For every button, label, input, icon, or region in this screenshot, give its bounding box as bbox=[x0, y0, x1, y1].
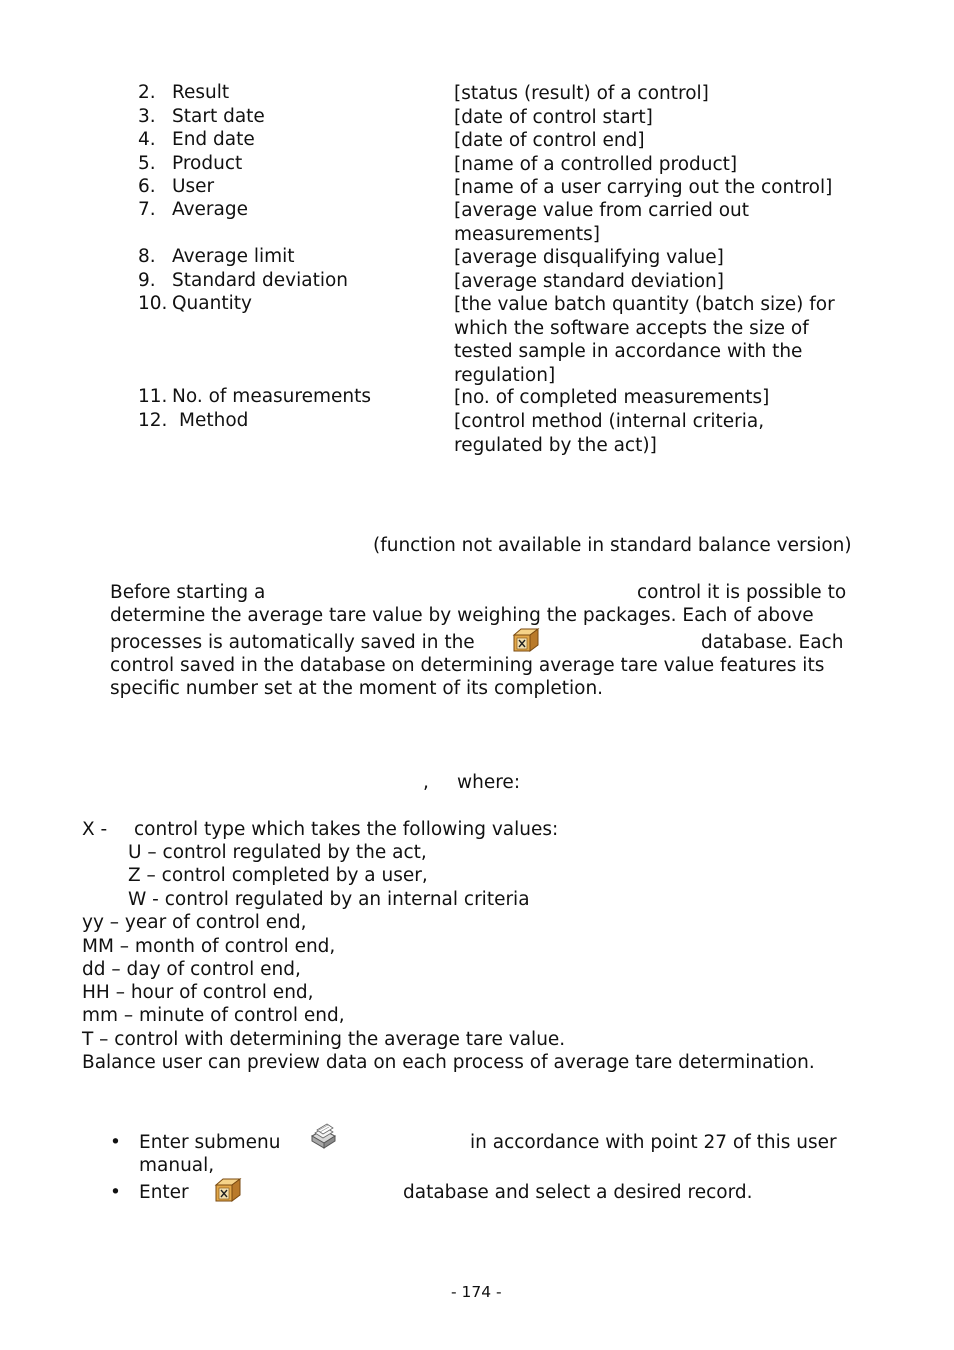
field-number: 5. bbox=[138, 153, 156, 174]
intro-text: Before starting a bbox=[110, 582, 266, 603]
legend-text: MM – month of control end, bbox=[82, 936, 336, 957]
field-description: [name of a controlled product] bbox=[454, 154, 738, 175]
field-description: [average value from carried out measurements] bbox=[454, 200, 750, 245]
tare-database-box-icon bbox=[214, 1177, 240, 1201]
step-text: Enter bbox=[139, 1182, 189, 1203]
intro-text: database. Each bbox=[701, 632, 844, 653]
field-label: Start date bbox=[172, 106, 265, 127]
legend-text: yy – year of control end, bbox=[82, 912, 307, 933]
step-text: database and select a desired record. bbox=[403, 1182, 753, 1203]
field-label: Average limit bbox=[172, 246, 295, 267]
format-comma: , bbox=[423, 772, 429, 793]
field-description: [average disqualifying value] bbox=[454, 247, 724, 268]
bullet-icon: • bbox=[110, 1132, 121, 1153]
field-label: No. of measurements bbox=[172, 386, 372, 407]
field-description: [control method (internal criteria, regulated by the act)] bbox=[454, 411, 765, 456]
field-description: [date of control end] bbox=[454, 130, 645, 151]
field-label: Product bbox=[172, 153, 243, 174]
field-label: Average bbox=[172, 199, 248, 220]
availability-note: (function not available in standard balance version) bbox=[373, 535, 852, 556]
legend-text: Z – control completed by a user, bbox=[128, 865, 428, 886]
field-description: [the value batch quantity (batch size) for which the software accepts the size of tested sample in accordance with the regulation] bbox=[454, 294, 835, 386]
field-number: 6. bbox=[138, 176, 156, 197]
intro-text: specific number set at the moment of its completion. bbox=[110, 678, 604, 699]
field-number: 11. bbox=[138, 386, 168, 407]
field-number: 3. bbox=[138, 106, 156, 127]
legend-key: X - bbox=[82, 819, 108, 840]
legend-text: mm – minute of control end, bbox=[82, 1005, 345, 1026]
intro-text: control it is possible to bbox=[637, 582, 847, 603]
step-text: manual, bbox=[139, 1155, 215, 1176]
legend-text: dd – day of control end, bbox=[82, 959, 301, 980]
legend-text: HH – hour of control end, bbox=[82, 982, 314, 1003]
tare-database-box-icon bbox=[512, 627, 538, 651]
field-label: User bbox=[172, 176, 215, 197]
legend-text: Balance user can preview data on each process of average tare determination. bbox=[82, 1052, 815, 1073]
step-text: in accordance with point 27 of this user bbox=[470, 1132, 837, 1153]
page-number: - 174 - bbox=[451, 1283, 502, 1301]
field-number: 12. bbox=[138, 410, 168, 431]
database-submenu-icon bbox=[309, 1122, 337, 1150]
field-description: [average standard deviation] bbox=[454, 271, 724, 292]
legend-text: U – control regulated by the act, bbox=[128, 842, 427, 863]
where-label: where: bbox=[457, 772, 521, 793]
field-description: [name of a user carrying out the control] bbox=[454, 177, 833, 198]
field-label: Quantity bbox=[172, 293, 252, 314]
field-number: 7. bbox=[138, 199, 156, 220]
intro-text: determine the average tare value by weighing the packages. Each of above bbox=[110, 605, 814, 626]
field-description: [no. of completed measurements] bbox=[454, 387, 770, 408]
field-number: 10. bbox=[138, 293, 168, 314]
field-label: Standard deviation bbox=[172, 270, 349, 291]
field-label: Result bbox=[172, 82, 230, 103]
field-description: [date of control start] bbox=[454, 107, 653, 128]
intro-text: processes is automatically saved in the bbox=[110, 632, 475, 653]
field-label: End date bbox=[172, 129, 255, 150]
field-label: Method bbox=[179, 410, 249, 431]
legend-text: W - control regulated by an internal criteria bbox=[128, 889, 530, 910]
field-number: 2. bbox=[138, 82, 156, 103]
legend-text: control type which takes the following values: bbox=[134, 819, 559, 840]
field-number: 4. bbox=[138, 129, 156, 150]
step-text: Enter submenu bbox=[139, 1132, 281, 1153]
legend-text: T – control with determining the average tare value. bbox=[82, 1029, 566, 1050]
bullet-icon: • bbox=[110, 1182, 121, 1203]
field-description: [status (result) of a control] bbox=[454, 83, 709, 104]
intro-text: control saved in the database on determining average tare value features its bbox=[110, 655, 825, 676]
field-number: 8. bbox=[138, 246, 156, 267]
field-number: 9. bbox=[138, 270, 156, 291]
